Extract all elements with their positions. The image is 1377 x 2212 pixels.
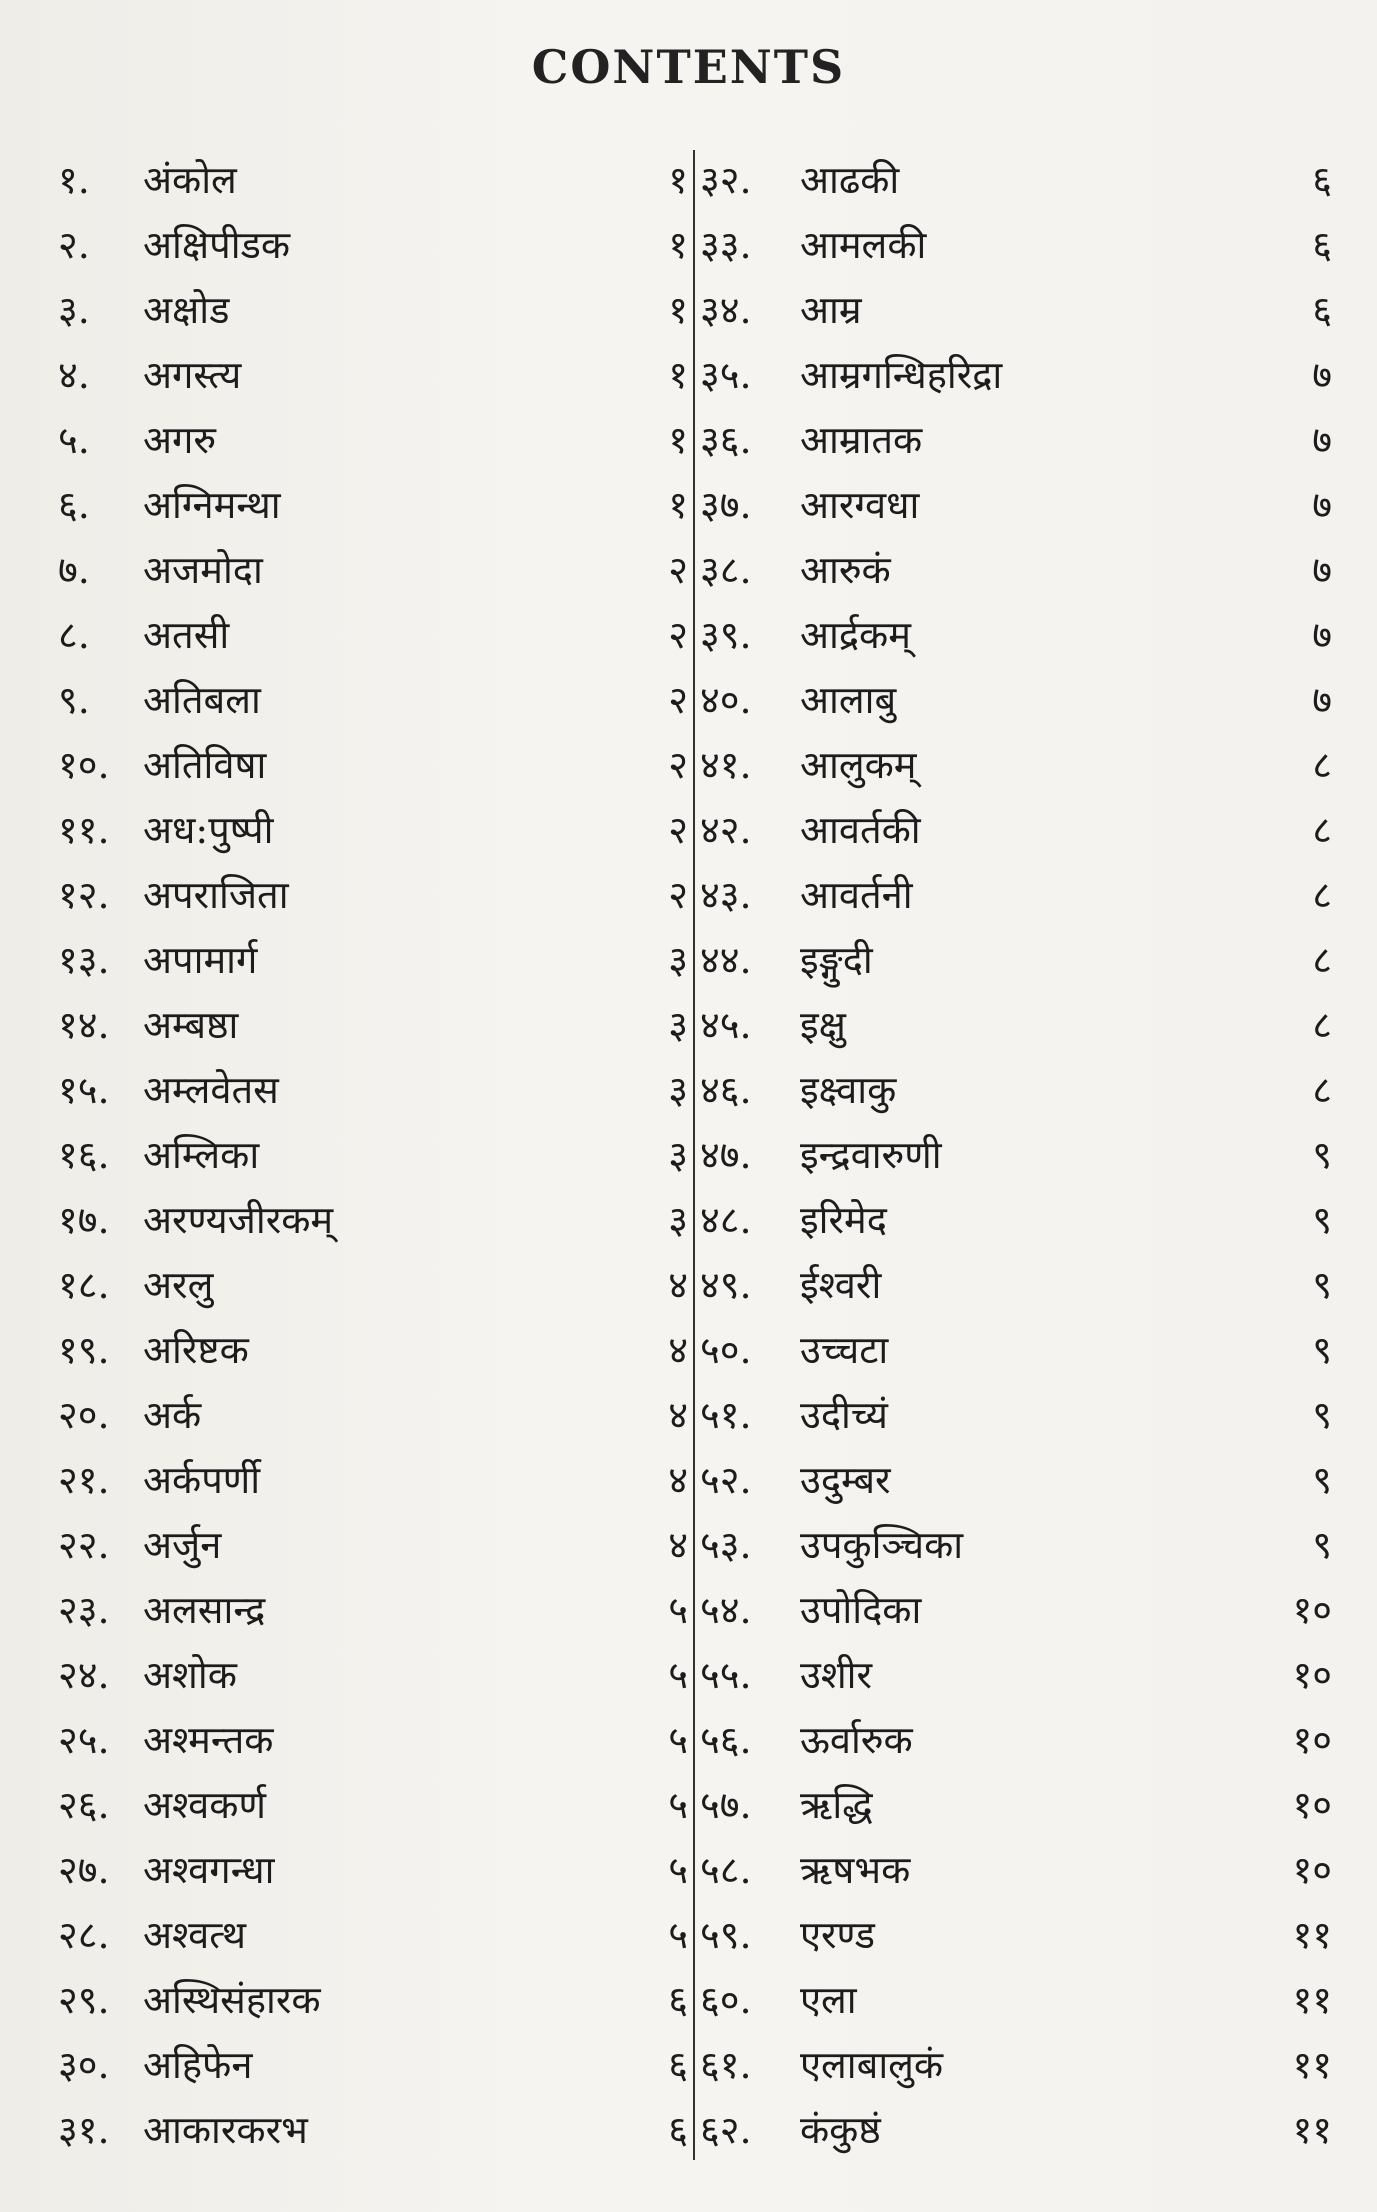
entry-number: २५.	[58, 1718, 110, 1762]
entry-number: ३९.	[700, 613, 752, 657]
entry-page-number: ७	[1312, 418, 1332, 462]
toc-entry	[700, 603, 1332, 668]
entry-page-number: ८	[1312, 1068, 1332, 1112]
toc-entry	[700, 1838, 1332, 1903]
entry-name: अक्षोड	[143, 288, 230, 332]
entry-page-number: ६	[668, 2043, 688, 2087]
entry-name: ऋषभक	[800, 1848, 911, 1892]
entry-page-number: ६	[1312, 288, 1332, 332]
entry-number: ४०.	[700, 678, 752, 722]
toc-entry	[700, 928, 1332, 993]
entry-number: ४२.	[700, 808, 752, 852]
toc-entry	[700, 1578, 1332, 1643]
entry-page-number: १	[668, 158, 688, 202]
entry-name: आरुकं	[800, 548, 891, 592]
entry-page-number: ७	[1312, 678, 1332, 722]
toc-entry	[700, 1448, 1332, 1513]
entry-page-number: २	[668, 548, 688, 592]
entry-name: उशीर	[800, 1653, 873, 1697]
entry-name: अस्थिसंहारक	[143, 1978, 321, 2022]
entry-page-number: ११	[1292, 2108, 1332, 2152]
entry-number: ३६.	[700, 418, 752, 462]
entry-number: ६०.	[700, 1978, 752, 2022]
entry-name: इक्ष्वाकु	[800, 1068, 897, 1112]
entry-number: २३.	[58, 1588, 110, 1632]
toc-entry	[28, 1968, 688, 2033]
entry-number: ५८.	[700, 1848, 752, 1892]
contents-column-right	[700, 148, 1332, 2163]
toc-entry	[28, 1708, 688, 1773]
contents-column-left	[28, 148, 688, 2163]
entry-name: अर्कपर्णी	[143, 1458, 261, 1502]
toc-entry	[700, 278, 1332, 343]
entry-page-number: ७	[1312, 613, 1332, 657]
entry-name: अगरु	[143, 418, 217, 462]
entry-page-number: ४	[668, 1523, 688, 1567]
toc-entry	[28, 278, 688, 343]
entry-number: २१.	[58, 1458, 110, 1502]
toc-entry	[28, 603, 688, 668]
entry-page-number: ७	[1312, 548, 1332, 592]
toc-entry	[700, 1188, 1332, 1253]
toc-entry	[700, 1773, 1332, 1838]
toc-entry	[700, 1253, 1332, 1318]
entry-number: १३.	[58, 938, 110, 982]
toc-entry	[700, 1318, 1332, 1383]
entry-page-number: ३	[668, 1068, 688, 1112]
entry-page-number: ७	[1312, 353, 1332, 397]
entry-name: अशोक	[143, 1653, 237, 1697]
entry-page-number: ११	[1292, 2043, 1332, 2087]
entry-page-number: ११	[1292, 1913, 1332, 1957]
entry-name: अक्षिपीडक	[143, 223, 291, 267]
toc-entry	[700, 343, 1332, 408]
entry-name: अर्जुन	[143, 1523, 222, 1567]
toc-entry	[700, 668, 1332, 733]
entry-number: ५७.	[700, 1783, 752, 1827]
entry-page-number: २	[668, 743, 688, 787]
entry-name: आवर्तनी	[800, 873, 913, 917]
entry-name: ईश्वरी	[800, 1263, 882, 1307]
toc-entry	[28, 148, 688, 213]
entry-page-number: ९	[1312, 1133, 1332, 1177]
entry-page-number: ४	[668, 1328, 688, 1372]
toc-entry	[28, 733, 688, 798]
entry-name: अम्लवेतस	[143, 1068, 279, 1112]
entry-number: १४.	[58, 1003, 110, 1047]
entry-page-number: १०	[1292, 1783, 1332, 1827]
toc-entry	[700, 2033, 1332, 2098]
entry-number: २८.	[58, 1913, 110, 1957]
entry-number: ६२.	[700, 2108, 752, 2152]
entry-number: १६.	[58, 1133, 110, 1177]
toc-entry	[28, 1838, 688, 1903]
entry-page-number: ३	[668, 1198, 688, 1242]
entry-number: ६.	[58, 483, 90, 527]
entry-number: १८.	[58, 1263, 110, 1307]
entry-number: ५१.	[700, 1393, 752, 1437]
entry-name: इन्द्रवारुणी	[800, 1133, 942, 1177]
entry-name: अरण्यजीरकम्	[143, 1198, 334, 1242]
entry-name: अजमोदा	[143, 548, 263, 592]
toc-entry	[700, 798, 1332, 863]
toc-entry	[28, 1578, 688, 1643]
entry-name: इक्षु	[800, 1003, 846, 1047]
toc-entry	[28, 2033, 688, 2098]
entry-page-number: ९	[1312, 1523, 1332, 1567]
toc-entry	[28, 798, 688, 863]
entry-name: आढकी	[800, 158, 900, 202]
toc-entry	[28, 993, 688, 1058]
toc-entry	[28, 1383, 688, 1448]
entry-name: उदीच्यं	[800, 1393, 888, 1437]
entry-page-number: ८	[1312, 743, 1332, 787]
toc-entry	[700, 733, 1332, 798]
entry-number: ४.	[58, 353, 90, 397]
entry-name: अग्निमन्था	[143, 483, 281, 527]
entry-number: १५.	[58, 1068, 110, 1112]
entry-page-number: ६	[668, 2108, 688, 2152]
entry-name: अहिफेन	[143, 2043, 253, 2087]
entry-page-number: ५	[668, 1718, 688, 1762]
toc-entry	[700, 993, 1332, 1058]
entry-number: ५०.	[700, 1328, 752, 1372]
column-divider	[693, 150, 695, 2160]
entry-name: अरलु	[143, 1263, 214, 1307]
entry-name: अलसान्द्र	[143, 1588, 266, 1632]
entry-name: एलाबालुकं	[800, 2043, 944, 2087]
entry-number: ३०.	[58, 2043, 110, 2087]
entry-page-number: ९	[1312, 1328, 1332, 1372]
entry-page-number: ८	[1312, 873, 1332, 917]
entry-number: ३१.	[58, 2108, 110, 2152]
toc-entry	[28, 928, 688, 993]
entry-page-number: ९	[1312, 1263, 1332, 1307]
entry-page-number: ४	[668, 1458, 688, 1502]
entry-number: ३२.	[700, 158, 752, 202]
entry-name: उच्चटा	[800, 1328, 889, 1372]
toc-entry	[700, 1513, 1332, 1578]
toc-entry	[28, 1448, 688, 1513]
entry-name: इङ्गुदी	[800, 938, 873, 982]
entry-name: अतिविषा	[143, 743, 267, 787]
toc-entry	[28, 1318, 688, 1383]
entry-page-number: ५	[668, 1913, 688, 1957]
entry-number: १०.	[58, 743, 110, 787]
entry-name: उपोदिका	[800, 1588, 922, 1632]
entry-number: ३८.	[700, 548, 752, 592]
entry-number: ५९.	[700, 1913, 752, 1957]
entry-number: ५.	[58, 418, 90, 462]
entry-number: ४५.	[700, 1003, 752, 1047]
toc-entry	[28, 2098, 688, 2163]
entry-number: ९.	[58, 678, 90, 722]
toc-entry	[700, 538, 1332, 603]
entry-number: ५२.	[700, 1458, 752, 1502]
entry-name: एला	[800, 1978, 857, 2022]
entry-name: आरग्वधा	[800, 483, 920, 527]
entry-page-number: १०	[1292, 1653, 1332, 1697]
entry-name: अध:पुष्पी	[143, 808, 274, 852]
entry-page-number: १	[668, 483, 688, 527]
entry-number: ४७.	[700, 1133, 752, 1177]
entry-number: ४८.	[700, 1198, 752, 1242]
entry-name: अर्क	[143, 1393, 202, 1437]
entry-number: १९.	[58, 1328, 110, 1372]
entry-number: ८.	[58, 613, 90, 657]
entry-number: ५४.	[700, 1588, 752, 1632]
toc-entry	[700, 473, 1332, 538]
entry-number: ३५.	[700, 353, 752, 397]
toc-entry	[28, 1513, 688, 1578]
toc-entry	[700, 1123, 1332, 1188]
entry-number: ४४.	[700, 938, 752, 982]
entry-page-number: ११	[1292, 1978, 1332, 2022]
entry-name: अतसी	[143, 613, 230, 657]
entry-number: ४९.	[700, 1263, 752, 1307]
entry-name: ऋद्धि	[800, 1783, 873, 1827]
entry-page-number: १	[668, 418, 688, 462]
entry-name: आम्रगन्धिहरिद्रा	[800, 353, 1003, 397]
entry-name: आम्र	[800, 288, 862, 332]
entry-page-number: २	[668, 613, 688, 657]
entry-name: आलाबु	[800, 678, 897, 722]
entry-name: उदुम्बर	[800, 1458, 891, 1502]
entry-page-number: १	[668, 223, 688, 267]
entry-page-number: ५	[668, 1783, 688, 1827]
entry-number: ४६.	[700, 1068, 752, 1112]
entry-name: ऊर्वारुक	[800, 1718, 913, 1762]
entry-page-number: २	[668, 808, 688, 852]
entry-name: अश्वगन्धा	[143, 1848, 275, 1892]
entry-name: आर्द्रकम्	[800, 613, 911, 657]
toc-entry	[28, 1773, 688, 1838]
entry-number: २०.	[58, 1393, 110, 1437]
entry-number: २२.	[58, 1523, 110, 1567]
entry-page-number: ८	[1312, 1003, 1332, 1047]
entry-name: अपामार्ग	[143, 938, 258, 982]
entry-number: २९.	[58, 1978, 110, 2022]
entry-number: १२.	[58, 873, 110, 917]
entry-page-number: १	[668, 288, 688, 332]
toc-entry	[28, 1253, 688, 1318]
toc-entry	[28, 668, 688, 733]
toc-entry	[28, 863, 688, 928]
entry-name: अतिबला	[143, 678, 261, 722]
entry-page-number: ३	[668, 1003, 688, 1047]
entry-number: ३७.	[700, 483, 752, 527]
entry-name: अंकोल	[143, 158, 237, 202]
entry-number: ५६.	[700, 1718, 752, 1762]
entry-name: एरण्ड	[800, 1913, 875, 1957]
entry-page-number: १०	[1292, 1588, 1332, 1632]
toc-entry	[700, 1708, 1332, 1773]
toc-entry	[28, 538, 688, 603]
entry-number: ११.	[58, 808, 110, 852]
entry-number: २४.	[58, 1653, 110, 1697]
entry-page-number: ९	[1312, 1393, 1332, 1437]
toc-entry	[700, 2098, 1332, 2163]
toc-entry	[700, 1383, 1332, 1448]
entry-page-number: १०	[1292, 1848, 1332, 1892]
entry-page-number: १	[668, 353, 688, 397]
entry-number: २.	[58, 223, 90, 267]
entry-page-number: ८	[1312, 808, 1332, 852]
entry-name: अश्वत्थ	[143, 1913, 247, 1957]
entry-number: १.	[58, 158, 90, 202]
entry-name: आवर्तकी	[800, 808, 921, 852]
entry-name: अश्वकर्ण	[143, 1783, 266, 1827]
toc-entry	[700, 148, 1332, 213]
entry-name: आम्रातक	[800, 418, 923, 462]
entry-number: ३४.	[700, 288, 752, 332]
entry-page-number: ५	[668, 1588, 688, 1632]
entry-page-number: ६	[1312, 223, 1332, 267]
page-title: CONTENTS	[531, 40, 846, 94]
entry-page-number: ७	[1312, 483, 1332, 527]
toc-entry	[28, 1903, 688, 1968]
entry-page-number: ६	[668, 1978, 688, 2022]
toc-entry	[700, 408, 1332, 473]
toc-entry	[700, 863, 1332, 928]
toc-entry	[28, 408, 688, 473]
entry-page-number: ३	[668, 1133, 688, 1177]
entry-number: १७.	[58, 1198, 110, 1242]
toc-entry	[28, 1188, 688, 1253]
entry-name: अरिष्टक	[143, 1328, 249, 1372]
entry-page-number: ५	[668, 1653, 688, 1697]
entry-number: ४१.	[700, 743, 752, 787]
toc-entry	[28, 1058, 688, 1123]
entry-number: ५५.	[700, 1653, 752, 1697]
entry-page-number: ८	[1312, 938, 1332, 982]
entry-page-number: ९	[1312, 1458, 1332, 1502]
entry-name: अम्बष्ठा	[143, 1003, 239, 1047]
toc-entry	[700, 1058, 1332, 1123]
entry-name: कंकुष्ठं	[800, 2108, 881, 2152]
entry-number: ३३.	[700, 223, 752, 267]
entry-number: ५३.	[700, 1523, 752, 1567]
entry-page-number: ४	[668, 1263, 688, 1307]
entry-page-number: ३	[668, 938, 688, 982]
toc-entry	[700, 1968, 1332, 2033]
entry-number: २७.	[58, 1848, 110, 1892]
entry-number: ६१.	[700, 2043, 752, 2087]
toc-entry	[700, 213, 1332, 278]
entry-name: आकारकरभ	[143, 2108, 308, 2152]
entry-page-number: ५	[668, 1848, 688, 1892]
entry-name: अम्लिका	[143, 1133, 260, 1177]
entry-page-number: ४	[668, 1393, 688, 1437]
entry-number: ३.	[58, 288, 90, 332]
entry-name: आमलकी	[800, 223, 927, 267]
entry-name: अपराजिता	[143, 873, 289, 917]
toc-entry	[28, 343, 688, 408]
entry-page-number: ९	[1312, 1198, 1332, 1242]
toc-entry	[28, 1123, 688, 1188]
entry-number: ४३.	[700, 873, 752, 917]
entry-page-number: २	[668, 873, 688, 917]
entry-name: इरिमेद	[800, 1198, 887, 1242]
entry-name: उपकुञ्चिका	[800, 1523, 964, 1567]
toc-entry	[28, 213, 688, 278]
entry-page-number: ६	[1312, 158, 1332, 202]
toc-entry	[28, 1643, 688, 1708]
entry-name: आलुकम्	[800, 743, 917, 787]
toc-entry	[700, 1903, 1332, 1968]
entry-name: अगस्त्य	[143, 353, 242, 397]
toc-entry	[700, 1643, 1332, 1708]
entry-page-number: १०	[1292, 1718, 1332, 1762]
entry-page-number: २	[668, 678, 688, 722]
entry-number: २६.	[58, 1783, 110, 1827]
entry-number: ७.	[58, 548, 90, 592]
toc-entry	[28, 473, 688, 538]
entry-name: अश्मन्तक	[143, 1718, 274, 1762]
